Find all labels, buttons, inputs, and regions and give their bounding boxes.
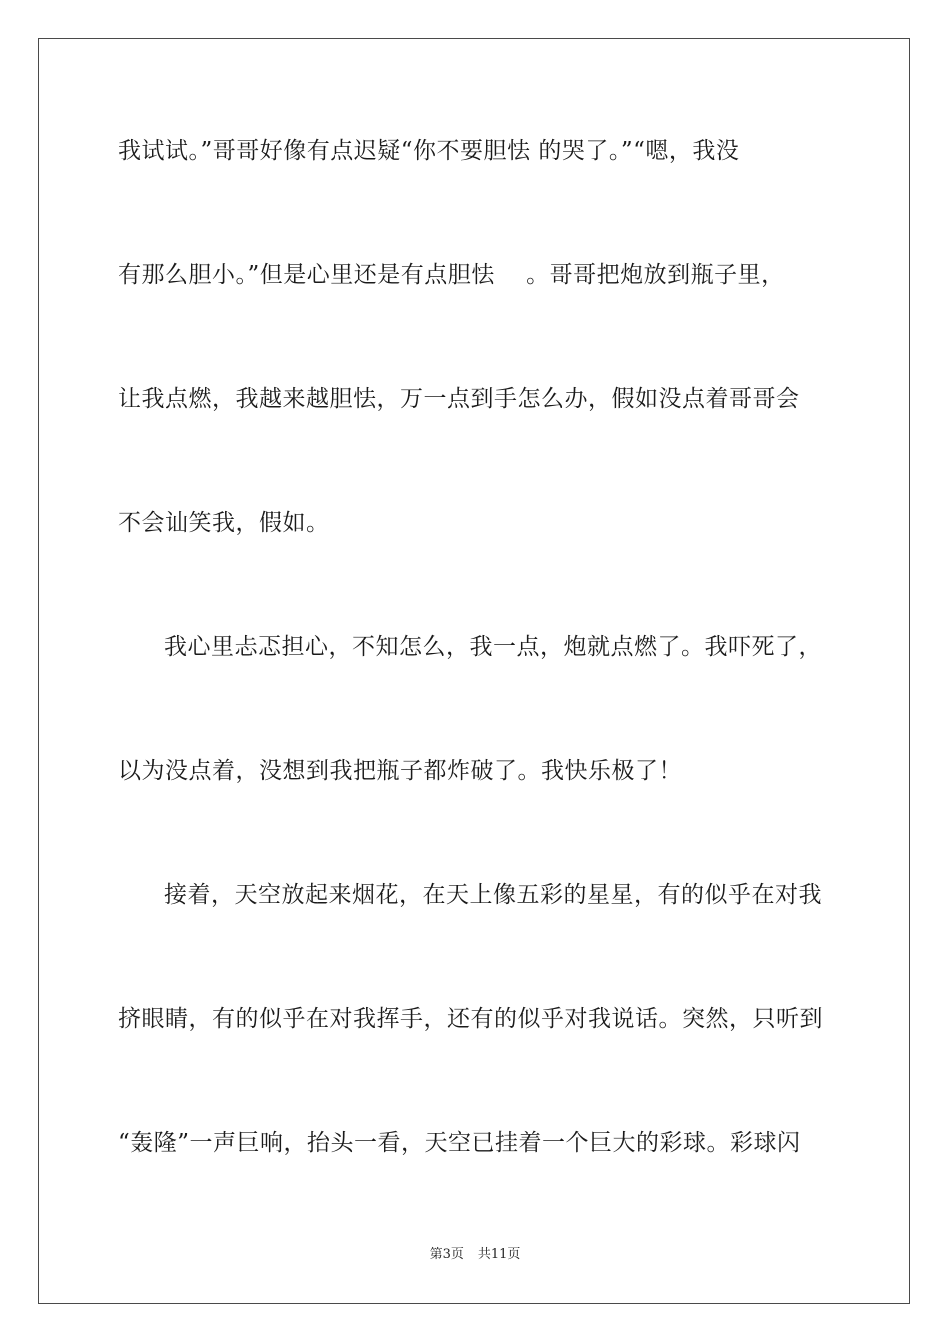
text-line-4: 不会讪笑我，假如。 [118, 510, 330, 536]
text-line-8: 挤眼睛，有的似乎在对我挥手，还有的似乎对我说话。突然，只听到 [118, 1006, 823, 1032]
text-line-1: 我试试。”哥哥好像有点迟疑“你不要胆怯 的哭了。”“嗯，我没 [118, 138, 740, 164]
text-line-6: 以为没点着，没想到我把瓶子都炸破了。我快乐极了！ [118, 758, 682, 784]
text-line-2: 有那么胆小。”但是心里还是有点胆怯 。哥哥把炮放到瓶子里， [118, 262, 785, 288]
page-number: 第3页 [429, 1247, 464, 1262]
page-frame [38, 38, 910, 1304]
text-line-3: 让我点燃，我越来越胆怯，万一点到手怎么办，假如没点着哥哥会 [118, 386, 800, 412]
page-total: 共11页 [477, 1247, 521, 1262]
text-line-7: 接着，天空放起来烟花，在天上像五彩的星星，有的似乎在对我 [164, 882, 822, 908]
text-line-9: “轰隆”一声巨响，抬头一看，天空已挂着一个巨大的彩球。彩球闪 [118, 1130, 801, 1156]
page-footer [0, 1246, 950, 1264]
text-line-5: 我心里忐忑担心，不知怎么，我一点，炮就点燃了。我吓死了， [164, 634, 822, 660]
